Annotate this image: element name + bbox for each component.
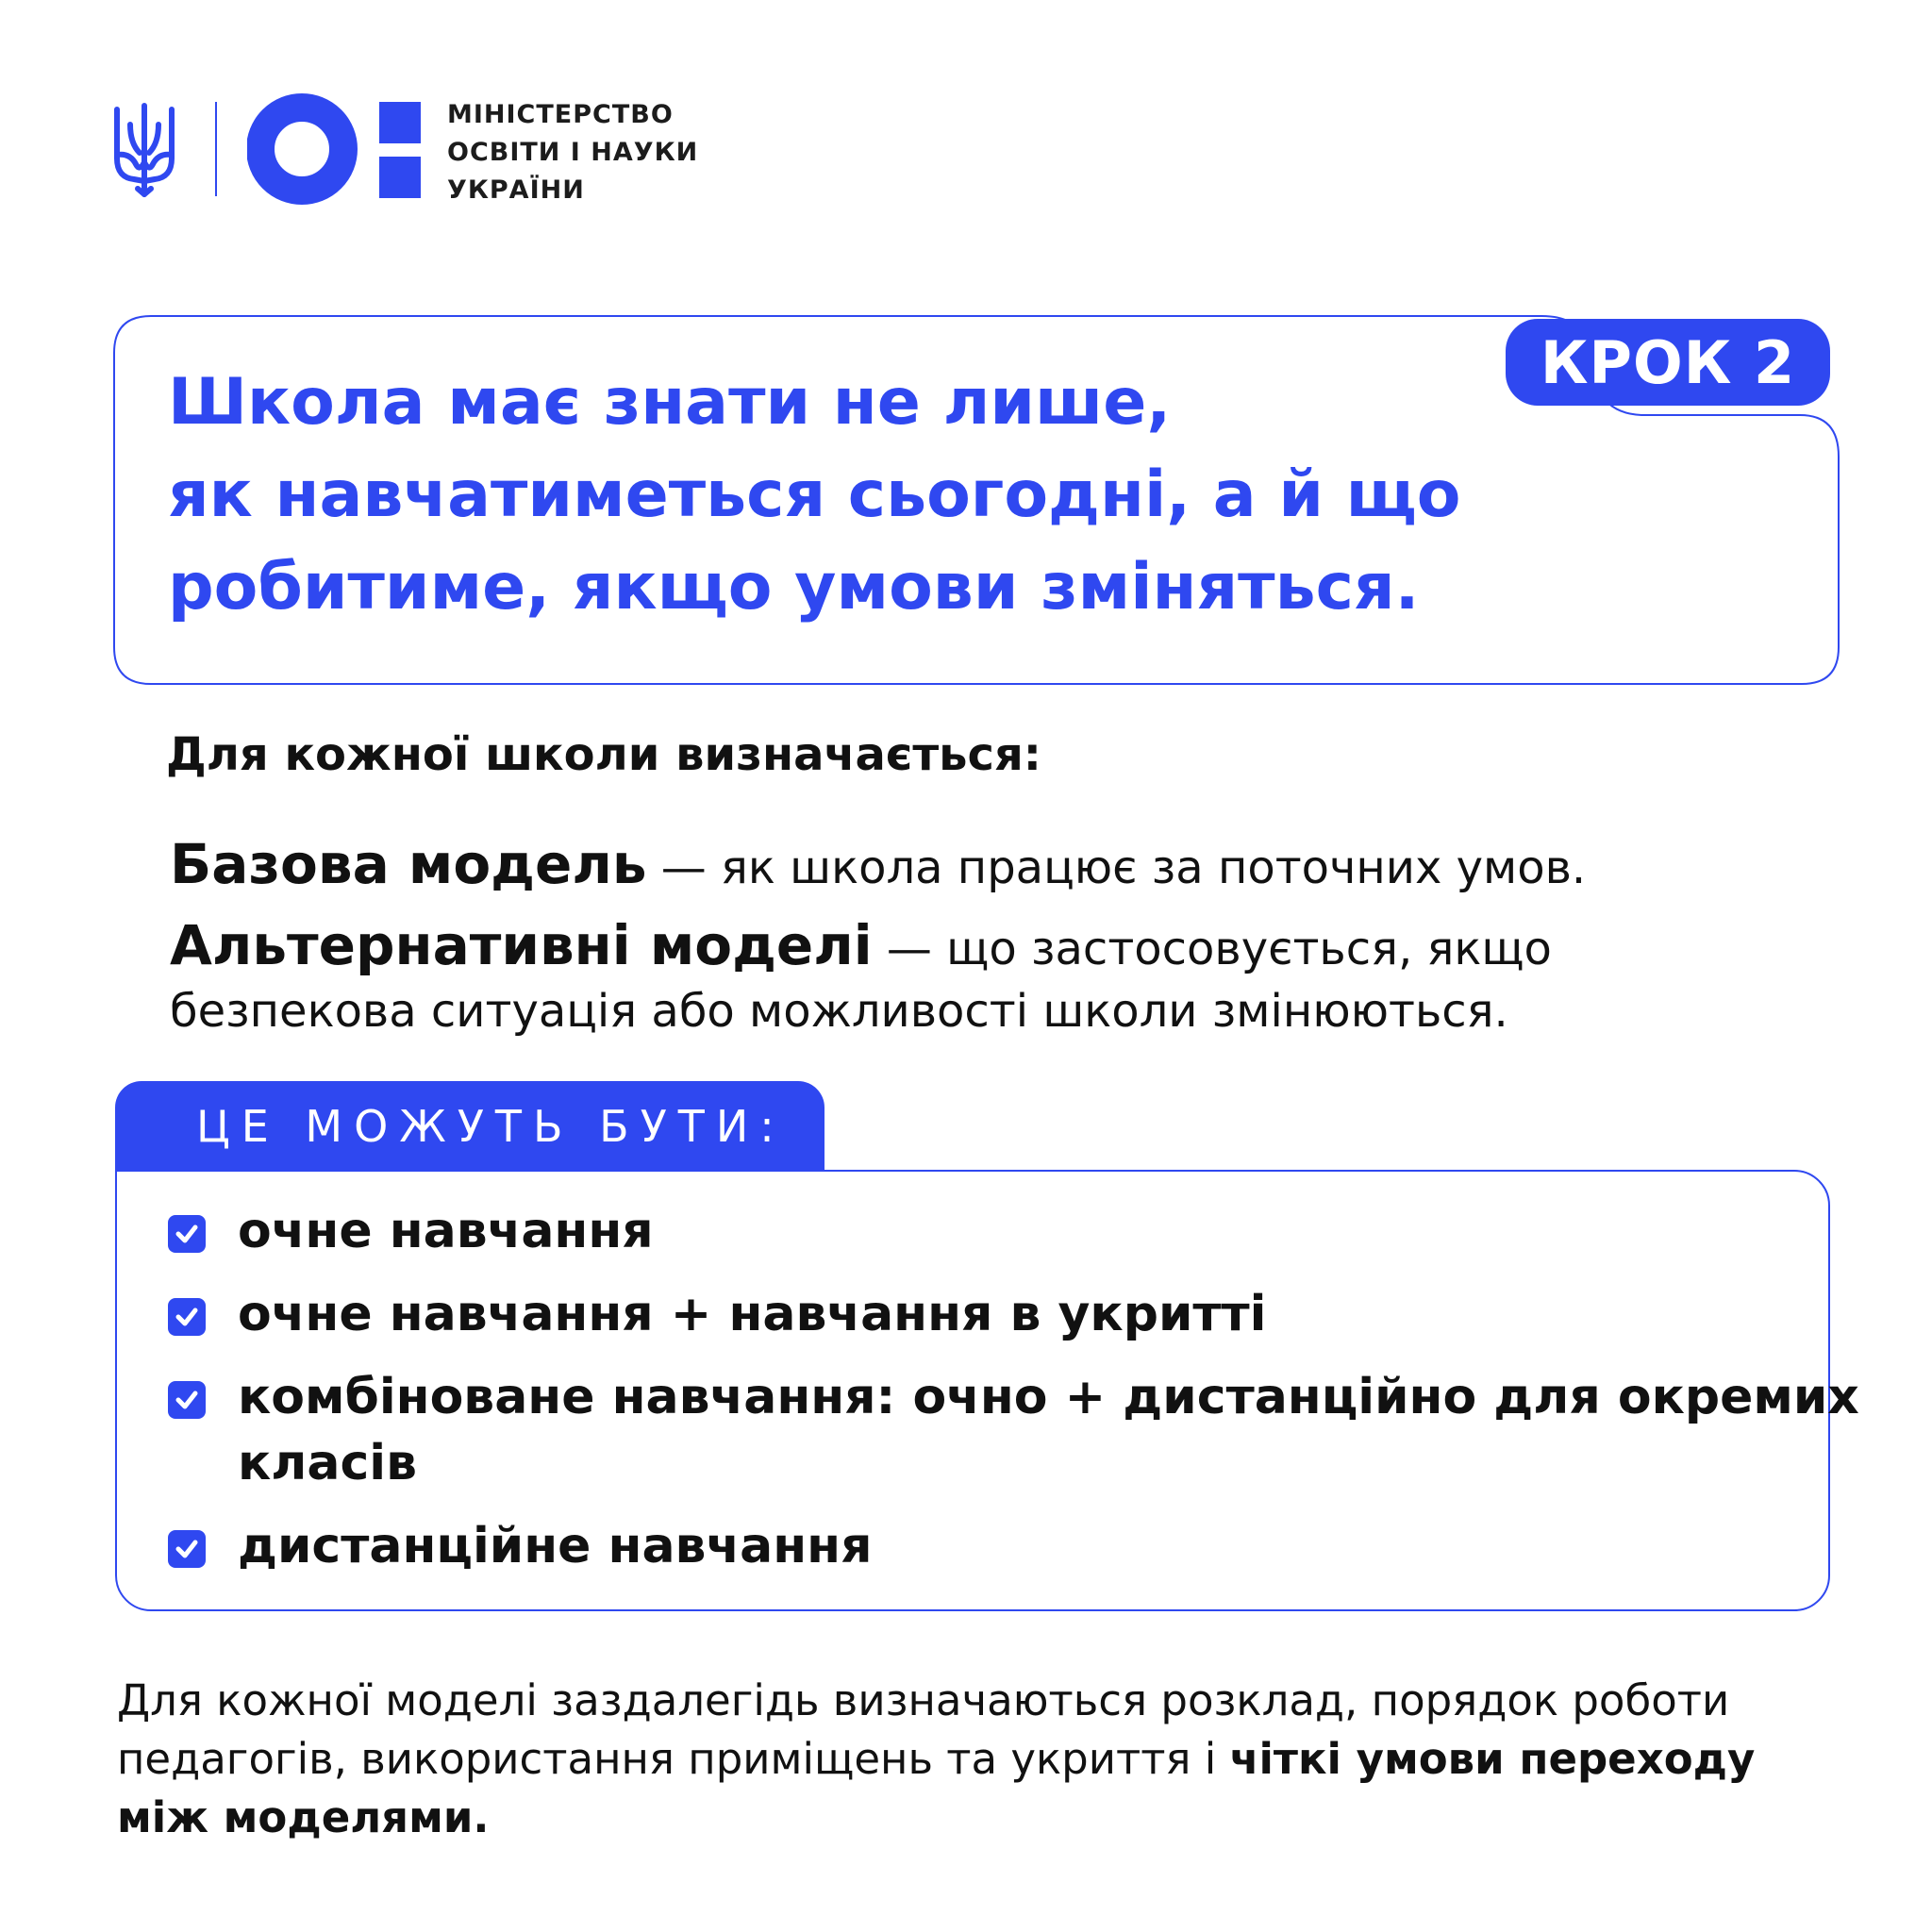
option-text: очне навчання (238, 1203, 654, 1259)
ministry-name-line: УКРАЇНИ (447, 175, 585, 205)
footer-emphasis: чіткі умови переходу (1229, 1734, 1756, 1784)
option-item (168, 1364, 1859, 1496)
checkbox-checked-icon (168, 1298, 206, 1336)
headline (168, 357, 1583, 634)
footer-line (117, 1789, 1815, 1847)
alt-model-line (170, 911, 1552, 983)
base-model-term: Базова модель (170, 832, 647, 896)
alt-model-desc-cont: безпекова ситуація або можливості школи змінюються. (170, 985, 1508, 1038)
footer-emphasis: між моделями. (117, 1792, 490, 1842)
alt-model-desc: — що застосовується, якщо (872, 923, 1552, 975)
footer-line (117, 1730, 1815, 1789)
ministry-name-line: ОСВІТИ І НАУКИ (447, 138, 699, 167)
base-model-desc: — як школа працює за поточних умов. (646, 841, 1587, 894)
alt-model-term: Альтернативні моделі (170, 913, 873, 977)
footer-line: Для кожної моделі заздалегідь визначаються розклад, порядок роботи (117, 1675, 1730, 1725)
ministry-name (447, 96, 698, 209)
option-text: класів (238, 1435, 418, 1491)
option-item (168, 1281, 1266, 1347)
defined-label: Для кожної школи визначається: (166, 728, 1041, 781)
ministry-mark-icon (247, 92, 436, 206)
footer-note (117, 1672, 1815, 1847)
option-text: очне навчання + навчання в укритті (238, 1286, 1267, 1342)
options-tab: ЦЕ МОЖУТЬ БУТИ: (115, 1081, 824, 1172)
headline-line: як навчатиметься сьогодні, а й що (168, 458, 1461, 532)
step-badge: КРОК 2 (1506, 319, 1830, 406)
ministry-name-line: МІНІСТЕРСТВО (447, 100, 674, 129)
option-text: комбіноване навчання: очно + дистанційно для окремих (238, 1369, 1859, 1425)
headline-line: Школа має знати не лише, (168, 365, 1172, 440)
base-model-line (170, 830, 1586, 902)
checkbox-checked-icon (168, 1381, 206, 1419)
checkbox-checked-icon (168, 1215, 206, 1253)
footer-regular: педагогів, використання приміщень та укриття і (117, 1734, 1230, 1784)
option-text: дистанційне навчання (238, 1518, 873, 1574)
headline-line: робитиме, якщо умови зміняться. (168, 550, 1420, 625)
checkbox-checked-icon (168, 1530, 206, 1568)
option-item (168, 1513, 872, 1579)
logo-divider (215, 102, 217, 196)
ukraine-trident-icon (111, 100, 177, 200)
option-item (168, 1198, 654, 1264)
